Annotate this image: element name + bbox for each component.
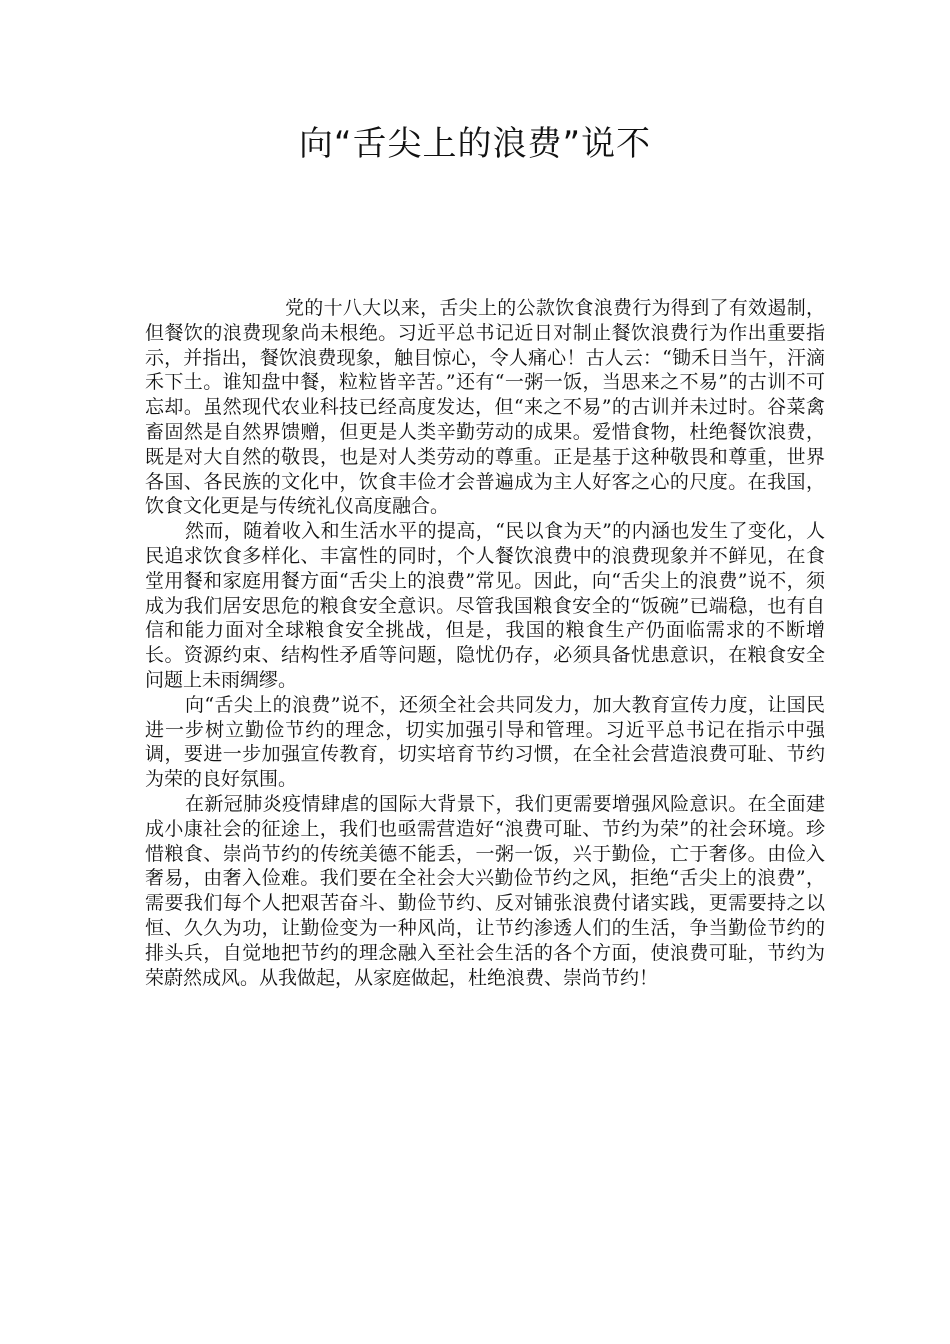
paragraph-3: 向“舌尖上的浪费”说不，还须全社会共同发力，加大教育宣传力度，让国民进一步树立勤俭节约的理念，切实加强引导和管理。习近平总书记在指示中强调，要进一步加强宣传教育，切实培育节约习惯，在全社会营造浪费可耻、节约为荣的良好氛围。 — [145, 693, 825, 791]
paragraph-2: 然而，随着收入和生活水平的提高，“民以食为天”的内涵也发生了变化，人民追求饮食多样化、丰富性的同时，个人餐饮浪费中的浪费现象并不鲜见，在食堂用餐和家庭用餐方面“舌尖上的浪费”常见。因此，向“舌尖上的浪费”说不，须成为我们居安思危的粮食安全意识。尽管我国粮食安全的“饭碗”已端稳，也有自信和能力面对全球粮食安全挑战，但是，我国的粮食生产仍面临需求的不断增长。资源约束、结构性矛盾等问题，隐忧仍存，必须具备忧患意识，在粮食安全问题上未雨绸缪。 — [145, 520, 825, 691]
document-body — [145, 296, 825, 990]
paragraph-4: 在新冠肺炎疫情肆虐的国际大背景下，我们更需要增强风险意识。在全面建成小康社会的征途上，我们也亟需营造好“浪费可耻、节约为荣”的社会环境。珍惜粮食、崇尚节约的传统美德不能丢，一粥一饭，兴于勤俭，亡于奢侈。由俭入奢易，由奢入俭难。我们要在全社会大兴勤俭节约之风，拒绝“舌尖上的浪费”，需要我们每个人把艰苦奋斗、勤俭节约、反对铺张浪费付诸实践，更需要持之以恒、久久为功，让勤俭变为一种风尚，让节约渗透人们的生活，争当勤俭节约的排头兵，自觉地把节约的理念融入至社会生活的各个方面，使浪费可耻，节约为荣蔚然成风。从我做起，从家庭做起，杜绝浪费、崇尚节约！ — [145, 792, 825, 989]
paragraph-1: 党的十八大以来，舌尖上的公款饮食浪费行为得到了有效遏制，但餐饮的浪费现象尚未根绝。习近平总书记近日对制止餐饮浪费行为作出重要指示，并指出，餐饮浪费现象，触目惊心，令人痛心！古人云：“锄禾日当午，汗滴禾下土。谁知盘中餐，粒粒皆辛苦。”还有“一粥一饭，当思来之不易”的古训不可忘却。虽然现代农业科技已经高度发达，但“来之不易”的古训并未过时。谷菜禽畜固然是自然界馈赠，但更是人类辛勤劳动的成果。爱惜食物，杜绝餐饮浪费，既是对大自然的敬畏，也是对人类劳动的尊重。正是基于这种敬畏和尊重，世界各国、各民族的文化中，饮食丰俭才会普遍成为主人好客之心的尺度。在我国，饮食文化更是与传统礼仪高度融合。 — [145, 297, 825, 518]
document-title: 向“舌尖上的浪费”说不 — [298, 124, 652, 164]
